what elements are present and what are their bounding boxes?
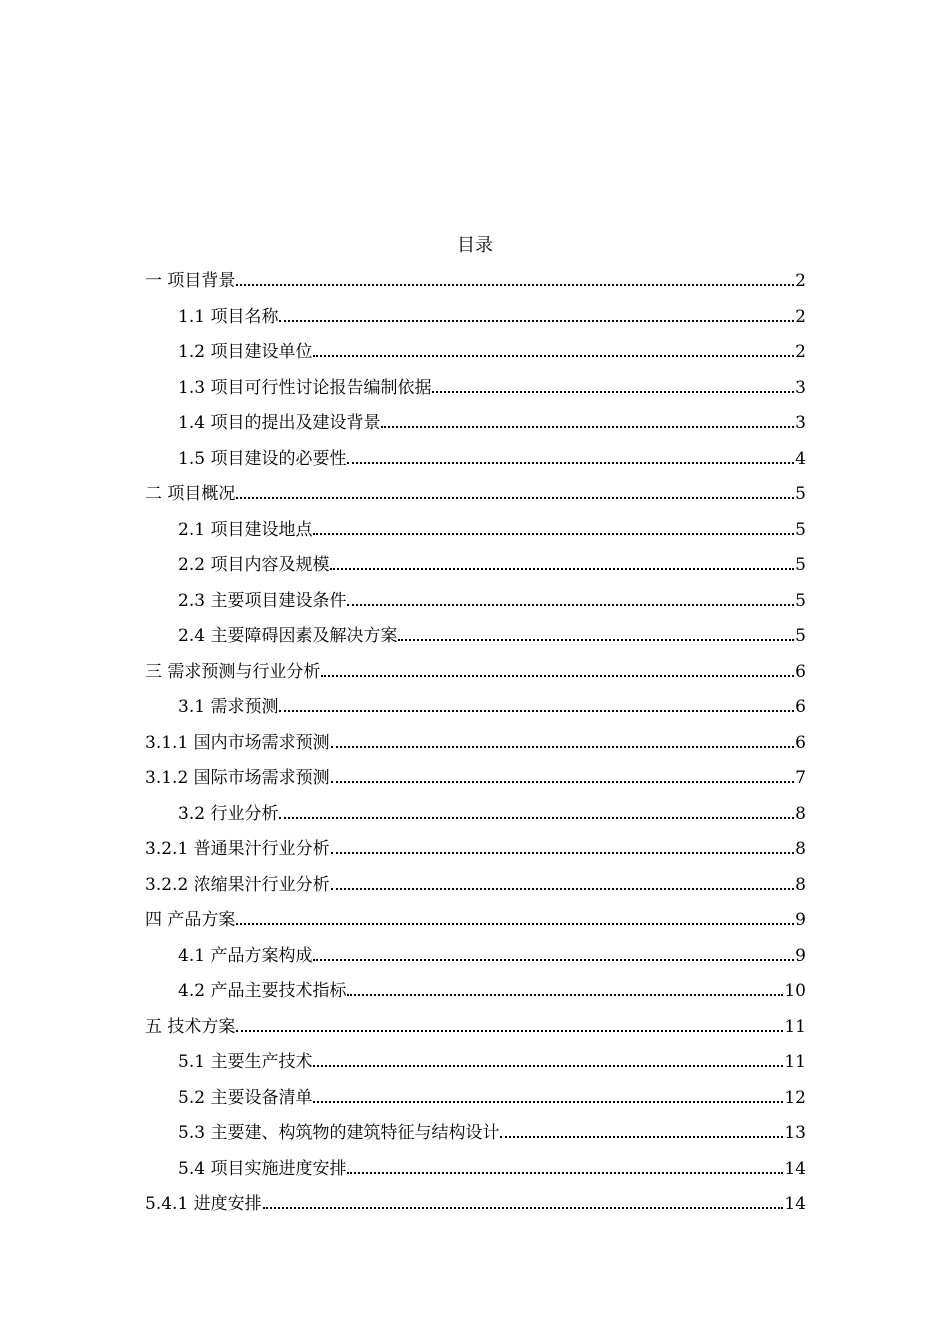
toc-entry-page-number: 2 [795, 271, 806, 291]
toc-entry-page-number: 10 [784, 981, 806, 1001]
toc-entry-page-number: 2 [795, 342, 806, 362]
toc-dot-leader [330, 568, 794, 570]
toc-entry[interactable] [178, 300, 806, 328]
toc-entry-title: 2.3 主要项目建设条件 [178, 590, 347, 611]
toc-entry-title: 1.1 项目名称 [178, 306, 279, 327]
toc-entry[interactable] [178, 690, 806, 718]
toc-entry-title: 3.2.1 普通果汁行业分析 [145, 839, 330, 859]
toc-entry-page-number: 4 [795, 448, 806, 469]
toc-entry[interactable] [178, 974, 806, 1002]
toc-entry-title: 3.2.2 浓缩果汁行业分析 [145, 874, 330, 895]
toc-entry[interactable] [178, 335, 806, 363]
toc-entry-page-number: 3 [795, 377, 806, 398]
toc-dot-leader [500, 1136, 783, 1138]
toc-dot-leader [279, 817, 794, 819]
toc-entry[interactable] [178, 1045, 806, 1073]
toc-entry-title: 五 技术方案 [145, 1016, 236, 1037]
toc-entry-page-number: 3 [795, 413, 806, 433]
toc-entry-title: 1.4 项目的提出及建设背景 [178, 413, 381, 433]
toc-entry-title: 四 产品方案 [145, 910, 236, 930]
toc-entry-page-number: 6 [795, 661, 806, 682]
toc-dot-leader [236, 284, 794, 286]
toc-entry[interactable] [145, 477, 806, 505]
toc-entry-page-number: 11 [784, 1016, 806, 1037]
toc-dot-leader [347, 604, 794, 606]
toc-entry-page-number: 8 [795, 839, 806, 859]
toc-entry-title: 一 项目背景 [145, 271, 236, 291]
toc-dot-leader [347, 1172, 783, 1174]
toc-entry-page-number: 13 [784, 1123, 806, 1143]
toc-dot-leader [236, 1030, 783, 1032]
toc-entry-title: 5.2 主要设备清单 [178, 1087, 313, 1108]
toc-dot-leader [432, 391, 794, 393]
toc-dot-leader [331, 781, 795, 783]
toc-dot-leader [279, 320, 794, 322]
toc-dot-leader [331, 852, 795, 854]
toc-entry-title: 3.2 行业分析 [178, 803, 279, 824]
toc-entry-page-number: 5 [795, 555, 806, 575]
toc-entry-page-number: 7 [795, 768, 806, 788]
toc-entry-page-number: 5 [795, 519, 806, 540]
toc-entry-title: 3.1.2 国际市场需求预测 [145, 768, 330, 788]
toc-entry-page-number: 6 [795, 697, 806, 717]
toc-entry-title: 3.1 需求预测 [178, 697, 279, 717]
toc-entry[interactable] [178, 548, 806, 576]
toc-dot-leader [347, 994, 783, 996]
toc-entry-page-number: 9 [795, 910, 806, 930]
toc-dot-leader [313, 1101, 783, 1103]
toc-entry[interactable] [145, 655, 806, 683]
toc-dot-leader [279, 710, 794, 712]
toc-entry-page-number: 11 [784, 1052, 806, 1072]
toc-entry-page-number: 5 [795, 484, 806, 504]
toc-entry-title: 1.5 项目建设的必要性 [178, 448, 347, 469]
toc-entry-page-number: 12 [784, 1087, 806, 1108]
toc-entry[interactable] [178, 1081, 806, 1109]
toc-entry-title: 1.2 项目建设单位 [178, 342, 313, 362]
toc-entry-page-number: 6 [795, 732, 806, 753]
toc-entry[interactable] [178, 939, 806, 967]
toc-entry-title: 4.1 产品方案构成 [178, 945, 313, 966]
toc-entry[interactable] [145, 832, 806, 860]
toc-entry-title: 5.4.1 进度安排 [145, 1194, 262, 1214]
toc-dot-leader [313, 533, 794, 535]
toc-entry[interactable] [145, 1010, 806, 1038]
toc-entry-title: 5.3 主要建、构筑物的建筑特征与结构设计 [178, 1123, 500, 1143]
toc-entry-page-number: 8 [795, 803, 806, 824]
toc-entry-page-number: 2 [795, 306, 806, 327]
toc-entry-page-number: 5 [795, 590, 806, 611]
toc-entry-title: 4.2 产品主要技术指标 [178, 981, 347, 1001]
toc-entry[interactable] [178, 584, 806, 612]
toc-entry-page-number: 5 [795, 626, 806, 646]
toc-entry-title: 5.4 项目实施进度安排 [178, 1158, 347, 1179]
toc-dot-leader [313, 355, 794, 357]
toc-entry[interactable] [178, 406, 806, 434]
toc-entry[interactable] [178, 797, 806, 825]
toc-entry[interactable] [178, 1116, 806, 1144]
toc-entry[interactable] [145, 726, 806, 754]
toc-entry-page-number: 8 [795, 874, 806, 895]
toc-dot-leader [236, 497, 794, 499]
toc-entry[interactable] [145, 868, 806, 896]
toc-entry[interactable] [178, 619, 806, 647]
toc-entry-title: 5.1 主要生产技术 [178, 1052, 313, 1072]
toc-dot-leader [313, 959, 794, 961]
toc-entry-title: 二 项目概况 [145, 484, 236, 504]
toc-entry-title: 2.4 主要障碍因素及解决方案 [178, 626, 398, 646]
toc-entry-page-number: 14 [784, 1194, 806, 1214]
toc-dot-leader [398, 639, 794, 641]
toc-title: 目录 [457, 235, 493, 256]
toc-entry-page-number: 9 [795, 945, 806, 966]
toc-dot-leader [331, 746, 795, 748]
toc-dot-leader [347, 462, 794, 464]
toc-dot-leader [263, 1207, 784, 1209]
toc-entry-title: 2.2 项目内容及规模 [178, 555, 330, 575]
toc-entry[interactable] [145, 1187, 806, 1215]
toc-dot-leader [331, 888, 795, 890]
toc-entry-title: 2.1 项目建设地点 [178, 519, 313, 540]
toc-entry-title: 3.1.1 国内市场需求预测 [145, 732, 330, 753]
toc-entry[interactable] [178, 371, 806, 399]
toc-entry-page-number: 14 [784, 1158, 806, 1179]
toc-entry[interactable] [178, 513, 806, 541]
toc-entry-title: 三 需求预测与行业分析 [145, 661, 321, 682]
toc-dot-leader [381, 426, 794, 428]
toc-entry[interactable] [145, 264, 806, 292]
toc-entry[interactable] [178, 442, 806, 470]
toc-entry[interactable] [178, 1152, 806, 1180]
toc-dot-leader [321, 675, 794, 677]
toc-entry[interactable] [145, 903, 806, 931]
toc-entry-title: 1.3 项目可行性讨论报告编制依据 [178, 377, 432, 398]
toc-dot-leader [313, 1065, 783, 1067]
toc-entry[interactable] [145, 761, 806, 789]
toc-dot-leader [236, 923, 794, 925]
